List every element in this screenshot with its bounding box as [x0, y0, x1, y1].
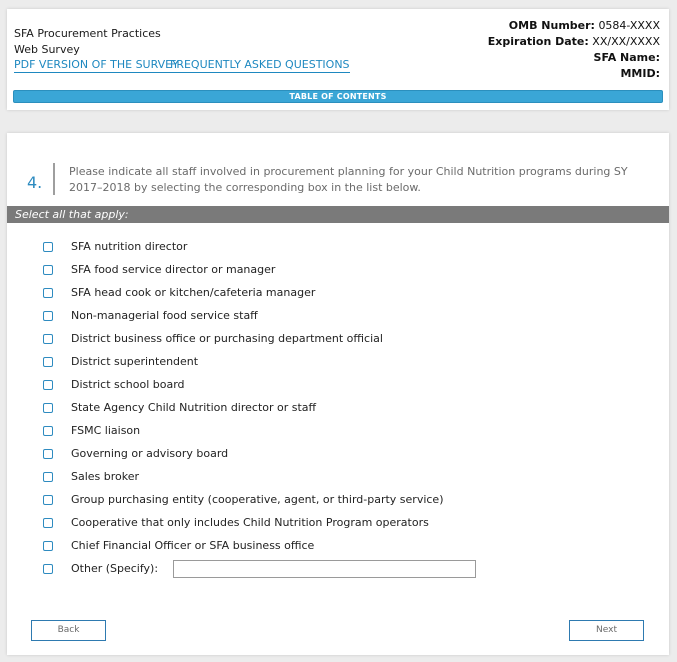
survey-title-line1: SFA Procurement Practices: [14, 27, 161, 40]
option-row[interactable]: [43, 488, 643, 511]
option-row[interactable]: [43, 304, 643, 327]
option-label: District superintendent: [71, 355, 199, 368]
option-label: Non-managerial food service staff: [71, 309, 258, 322]
option-label: Sales broker: [71, 470, 140, 483]
survey-title: [14, 26, 161, 58]
option-label: FSMC liaison: [71, 424, 141, 437]
option-row[interactable]: [43, 396, 643, 419]
option-row[interactable]: [43, 419, 643, 442]
option-row[interactable]: [43, 281, 643, 304]
option-row[interactable]: [43, 442, 643, 465]
checkbox[interactable]: [43, 541, 53, 551]
checkbox[interactable]: [43, 449, 53, 459]
mmid-label: MMID:: [620, 67, 660, 80]
question-card: [7, 133, 669, 655]
checkbox[interactable]: [43, 242, 53, 252]
checkbox[interactable]: [43, 288, 53, 298]
omb-info: [488, 18, 660, 82]
expiration-date-label: Expiration Date:: [487, 35, 589, 48]
question-divider: [53, 163, 55, 195]
option-label: SFA head cook or kitchen/cafeteria manager: [71, 286, 316, 299]
option-row[interactable]: [43, 534, 643, 557]
checkbox[interactable]: [43, 357, 53, 367]
checkbox[interactable]: [43, 311, 53, 321]
expiration-date-value: XX/XX/XXXX: [592, 35, 660, 48]
options-list: [43, 235, 643, 580]
option-row[interactable]: [43, 235, 643, 258]
checkbox[interactable]: [43, 472, 53, 482]
other-specify-input[interactable]: [173, 560, 476, 578]
pdf-version-link[interactable]: PDF VERSION OF THE SURVEY: [14, 58, 179, 71]
checkbox-other[interactable]: [43, 564, 53, 574]
option-label: SFA food service director or manager: [71, 263, 276, 276]
faq-link[interactable]: FREQUENTLY ASKED QUESTIONS: [170, 58, 350, 71]
option-row[interactable]: [43, 327, 643, 350]
survey-title-line2: Web Survey: [14, 43, 80, 56]
option-label: State Agency Child Nutrition director or staff: [71, 401, 317, 414]
checkbox[interactable]: [43, 426, 53, 436]
option-label: SFA nutrition director: [71, 240, 188, 253]
checkbox[interactable]: [43, 265, 53, 275]
header-card: [7, 9, 669, 110]
checkbox[interactable]: [43, 403, 53, 413]
option-row[interactable]: [43, 258, 643, 281]
table-of-contents-button[interactable]: TABLE OF CONTENTS: [13, 90, 663, 103]
option-label: District business office or purchasing department official: [71, 332, 383, 345]
option-row[interactable]: [43, 350, 643, 373]
option-row-other[interactable]: [43, 557, 643, 580]
option-label-other: Other (Specify):: [71, 562, 159, 575]
checkbox[interactable]: [43, 518, 53, 528]
option-label: Chief Financial Officer or SFA business office: [71, 539, 315, 552]
option-label: Cooperative that only includes Child Nutrition Program operators: [71, 516, 429, 529]
sfa-name-label: SFA Name:: [593, 51, 660, 64]
option-label: Group purchasing entity (cooperative, agent, or third-party service): [71, 493, 444, 506]
option-row[interactable]: [43, 511, 643, 534]
checkbox[interactable]: [43, 380, 53, 390]
option-row[interactable]: [43, 373, 643, 396]
option-label: Governing or advisory board: [71, 447, 229, 460]
checkbox[interactable]: [43, 334, 53, 344]
omb-number-value: 0584-XXXX: [598, 19, 660, 32]
select-all-instruction: Select all that apply:: [7, 206, 669, 223]
next-button[interactable]: Next: [569, 620, 644, 641]
back-button[interactable]: Back: [31, 620, 106, 641]
question-text: Please indicate all staff involved in procurement planning for your Child Nutrition programs during SY 2017–2018 by selecting the corresponding box in the list below.: [69, 165, 628, 194]
option-row[interactable]: [43, 465, 643, 488]
question-number: 4.: [27, 173, 43, 192]
omb-number-label: OMB Number:: [508, 19, 595, 32]
checkbox[interactable]: [43, 495, 53, 505]
option-label: District school board: [71, 378, 185, 391]
